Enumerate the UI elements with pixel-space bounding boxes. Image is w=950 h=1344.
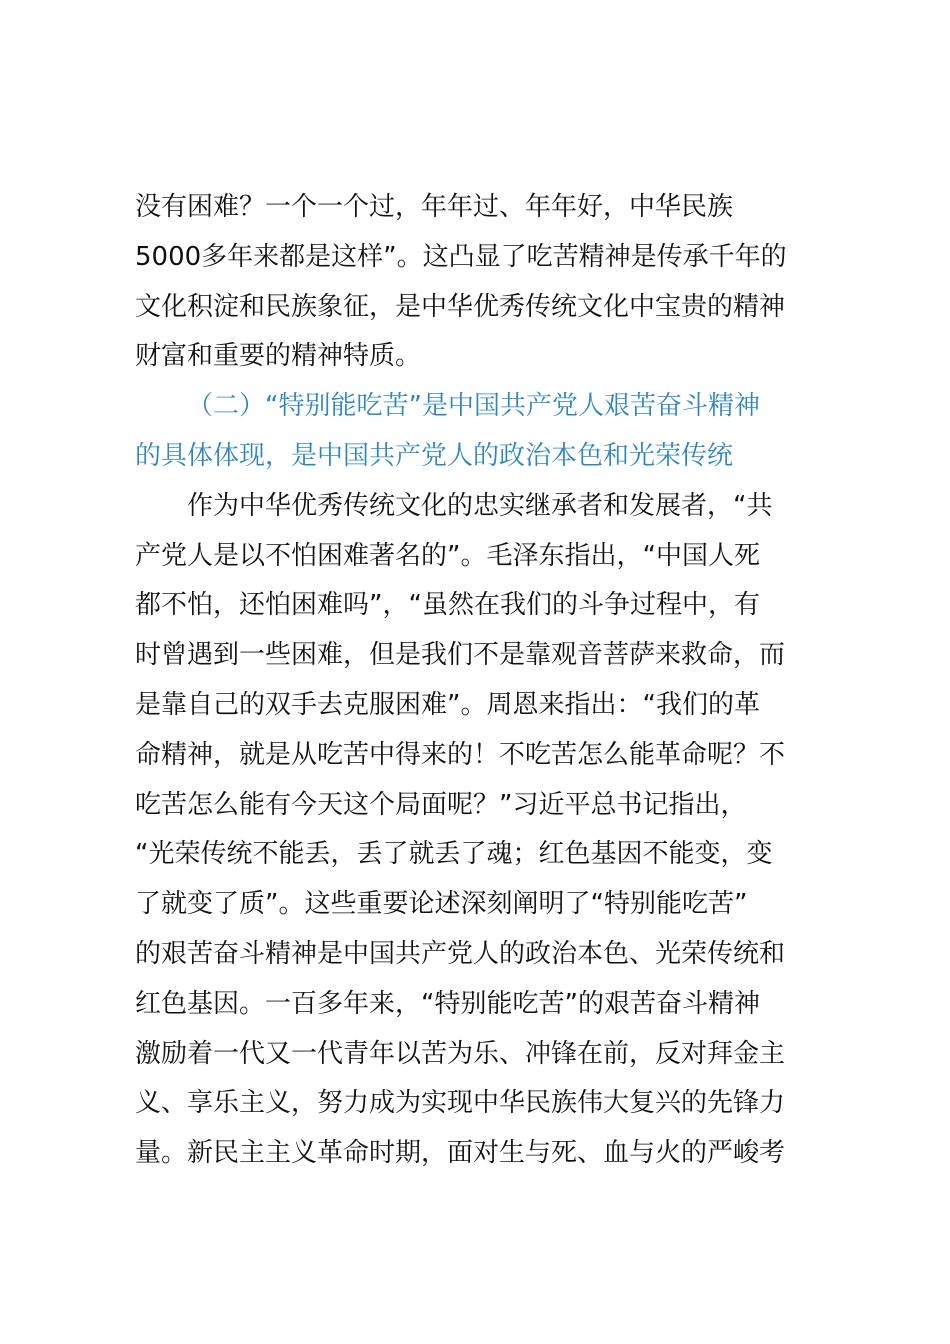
text-line: 量。新民主主义革命时期，面对生与死、血与火的严峻考 bbox=[135, 1138, 786, 1169]
text-line: 是靠自己的双手去克服困难”。周恩来指出：“我们的革 bbox=[135, 689, 760, 720]
text-line: 作为中华优秀传统文化的忠实继承者和发展者，“共 bbox=[187, 490, 773, 521]
text-line: 都不怕，还怕困难吗”，“虽然在我们的斗争过程中，有 bbox=[135, 590, 760, 621]
text-line: 5000多年来都是这样”。这凸显了吃苦精神是传承千年的 bbox=[135, 241, 787, 272]
text-line: 命精神，就是从吃苦中得来的！不吃苦怎么能革命呢？不 bbox=[135, 739, 786, 770]
section-heading bbox=[135, 382, 835, 482]
text-line: 产党人是以不怕困难著名的”。毛泽东指出，“中国人死 bbox=[135, 540, 760, 571]
heading-line: （二）“特别能吃苦”是中国共产党人艰苦奋斗精神 bbox=[187, 391, 760, 422]
text-line: 义、享乐主义，努力成为实现中华民族伟大复兴的先锋力 bbox=[135, 1088, 786, 1119]
text-line: 没有困难？一个一个过，年年过、年年好，中华民族 bbox=[135, 192, 734, 222]
text-line: “光荣传统不能丢，丢了就丢了魂；红色基因不能变，变 bbox=[135, 839, 773, 870]
text-line: 的艰苦奋斗精神是中国共产党人的政治本色、光荣传统和 bbox=[135, 938, 786, 969]
text-line: 财富和重要的精神特质。 bbox=[135, 341, 422, 372]
text-line: 了就变了质”。这些重要论述深刻阐明了“特别能吃苦” bbox=[135, 889, 748, 920]
paragraph-2 bbox=[135, 482, 835, 1179]
heading-line: 的具体体现，是中国共产党人的政治本色和光荣传统 bbox=[135, 440, 734, 471]
text-line: 时曾遇到一些困难，但是我们不是靠观音菩萨来救命，而 bbox=[135, 640, 786, 671]
text-line: 文化积淀和民族象征，是中华优秀传统文化中宝贵的精神 bbox=[135, 291, 786, 322]
paragraph-1 bbox=[135, 183, 835, 382]
text-line: 激励着一代又一代青年以苦为乐、冲锋在前，反对拜金主 bbox=[135, 1038, 786, 1069]
text-line: 红色基因。一百多年来，“特别能吃苦”的艰苦奋斗精神 bbox=[135, 988, 760, 1019]
document-body bbox=[135, 183, 835, 1179]
text-line: 吃苦怎么能有今天这个局面呢？”习近平总书记指出， bbox=[135, 789, 747, 820]
